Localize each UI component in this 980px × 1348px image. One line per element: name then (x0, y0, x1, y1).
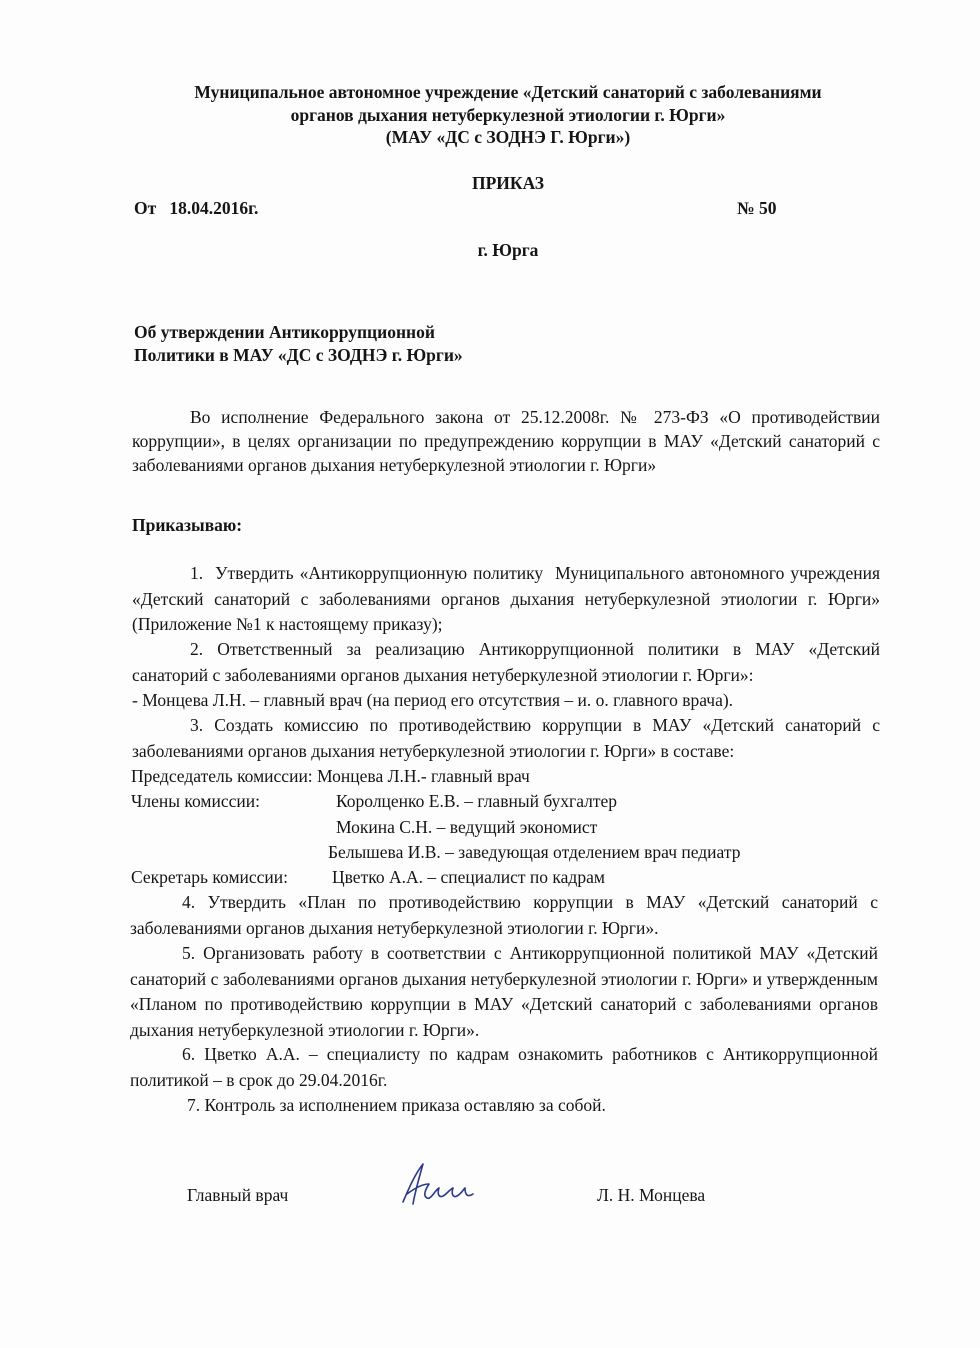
responsible-person: - Монцева Л.Н. – главный врач (на период его отсутствия – и. о. главного врача). (132, 690, 734, 710)
commission-secretary: Цветко А.А. – специалист по кадрам (332, 867, 605, 887)
organization-name-line-1: Муниципальное автономное учреждение «Детский санаторий с заболеваниями (194, 82, 822, 102)
organization-short-name: (МАУ «ДС с ЗОДНЭ Г. Юрги») (385, 127, 631, 147)
order-item-7: 7. Контроль за исполнением приказа оставляю за собой. (187, 1095, 606, 1115)
signatory-title: Главный врач (187, 1185, 289, 1205)
organization-name-line-2: органов дыхания нетуберкулезной этиологии г. Юрги» (290, 104, 726, 125)
commission-member-2: Мокина С.Н. – ведущий экономист (336, 817, 598, 837)
commission-member-1: Королценко Е.В. – главный бухгалтер (336, 791, 618, 811)
commission-chair: Председатель комиссии: Монцева Л.Н.- главный врач (131, 766, 530, 786)
commission-secretary-label: Секретарь комиссии: (131, 867, 289, 887)
order-subject (134, 321, 463, 366)
order-item-5: 5. Организовать работу в соответствии с Антикоррупционной политикой МАУ «Детский санаторий с заболеваниями органов дыхания нетуберкулезной этиологии г. Юрги» и утвержденным «Планом по противодействию коррупции в МАУ «Детский санаторий с заболеваниями органов дыхания нетуберкулезной этиологии г. Юрги». (130, 943, 878, 1040)
organization-header (100, 81, 916, 149)
order-item-4: 4. Утвердить «План по противодействию коррупции в МАУ «Детский санаторий с заболеваниями органов дыхания нетуберкулезной этиологии г. Юрги». (130, 892, 878, 938)
order-title: ПРИКАЗ (471, 173, 545, 193)
commission-members-label: Члены комиссии: (131, 791, 260, 811)
handwritten-signature (393, 1158, 483, 1208)
signatory-name: Л. Н. Монцева (597, 1185, 706, 1205)
order-item-1: 1. Утвердить «Антикоррупционную политику Муниципального автономного учреждения «Детский санаторий с заболеваниями органов дыхания нетуберкулезной этиологии г. Юрги» (Приложение №1 к настоящему приказу); (132, 563, 889, 634)
preamble-paragraph: Во исполнение Федерального закона от 25.12.2008г. № 273-ФЗ «О противодействии коррупции», в целях организации по предупреждению коррупции в МАУ «Детский санаторий с заболеваниями органов дыхания нетуберкулезной этиологии г. Юрги» (132, 407, 880, 475)
order-number: № 50 (737, 198, 777, 218)
commission-member-3: Белышева И.В. – заведующая отделением врач педиатр (328, 842, 741, 862)
subject-line-1: Об утверждении Антикоррупционной (134, 322, 435, 342)
order-city: г. Юрга (477, 240, 539, 260)
order-item-2: 2. Ответственный за реализацию Антикоррупционной политики в МАУ «Детский санаторий с заболеваниями органов дыхания нетуберкулезной этиологии г. Юрги»: (132, 639, 880, 685)
order-item-3: 3. Создать комиссию по противодействию коррупции в МАУ «Детский санаторий с заболеваниями органов дыхания нетуберкулезной этиологии г. Юрги» в составе: (132, 715, 880, 761)
subject-line-2: Политики в МАУ «ДС с ЗОДНЭ г. Юрги» (134, 344, 463, 365)
directive-heading: Приказываю: (132, 515, 243, 535)
order-date: От 18.04.2016г. (134, 198, 259, 218)
order-item-6: 6. Цветко А.А. – специалисту по кадрам ознакомить работников с Антикоррупционной политикой – в срок до 29.04.2016г. (130, 1044, 878, 1090)
